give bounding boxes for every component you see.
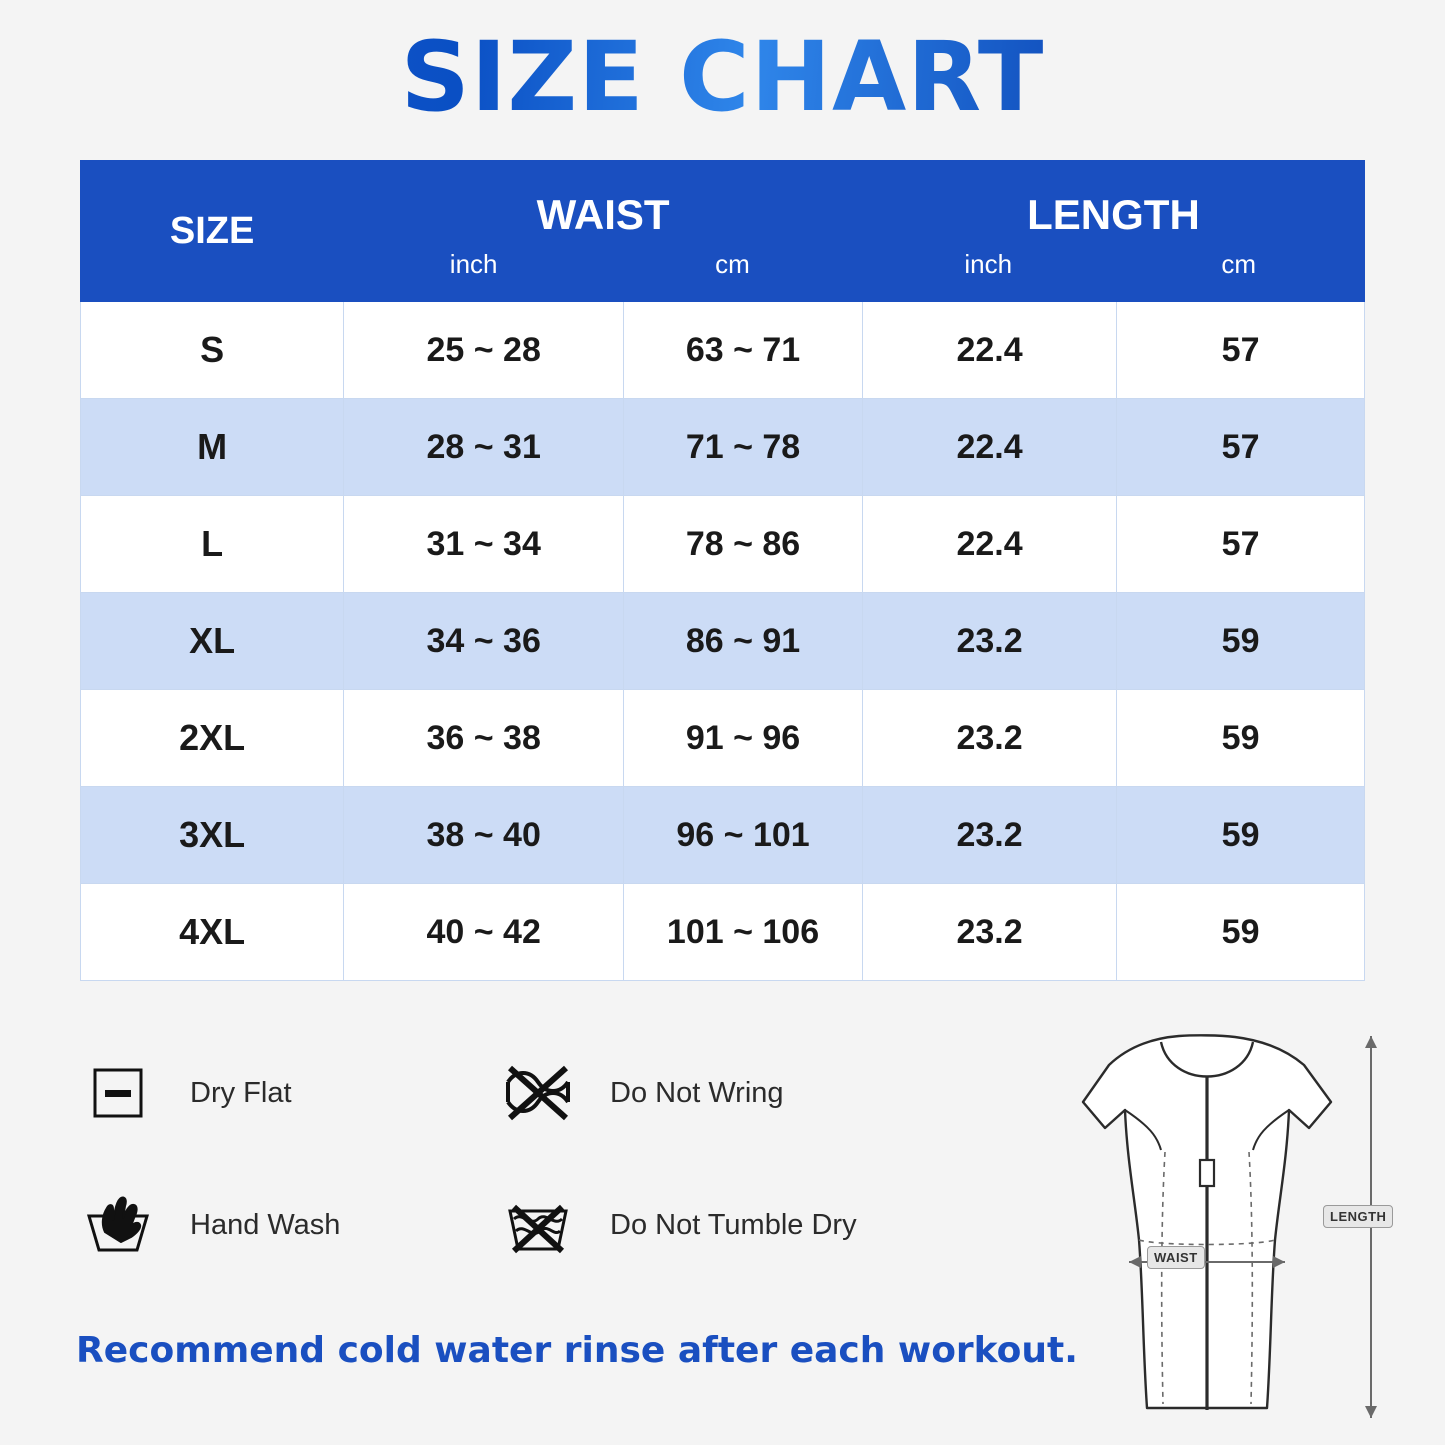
cell-size: S <box>81 302 344 399</box>
cell-length-inch: 22.4 <box>862 399 1116 496</box>
cell-length-cm: 57 <box>1117 302 1365 399</box>
care-label-hand-wash: Hand Wash <box>190 1208 341 1241</box>
header-length-label: LENGTH <box>1027 191 1200 239</box>
cell-size: M <box>81 399 344 496</box>
cell-length-cm: 59 <box>1117 787 1365 884</box>
cell-size: L <box>81 496 344 593</box>
header-size <box>81 161 344 302</box>
table-row <box>81 302 1365 399</box>
header-waist-inch: inch <box>449 249 498 280</box>
table-row <box>81 399 1365 496</box>
header-waist-label: WAIST <box>536 191 670 239</box>
cell-length-inch: 23.2 <box>862 690 1116 787</box>
care-item-hand-wash <box>72 1182 492 1268</box>
waist-measure-tag: WAIST <box>1147 1246 1205 1269</box>
hand-wash-icon <box>72 1182 164 1268</box>
cell-size: 3XL <box>81 787 344 884</box>
table-row <box>81 884 1365 981</box>
header-waist <box>344 161 863 302</box>
care-item-do-not-wring <box>492 1050 912 1136</box>
header-length <box>862 161 1364 302</box>
care-instructions <box>72 1050 952 1314</box>
cell-length-inch: 23.2 <box>862 787 1116 884</box>
cell-length-cm: 59 <box>1117 690 1365 787</box>
cell-length-inch: 22.4 <box>862 496 1116 593</box>
care-label-do-not-wring: Do Not Wring <box>610 1076 784 1109</box>
table-row <box>81 593 1365 690</box>
cell-waist-inch: 28 ~ 31 <box>344 399 624 496</box>
cell-length-cm: 57 <box>1117 496 1365 593</box>
cell-length-cm: 59 <box>1117 884 1365 981</box>
cell-length-cm: 59 <box>1117 593 1365 690</box>
table-row <box>81 690 1365 787</box>
cell-waist-cm: 63 ~ 71 <box>624 302 863 399</box>
header-length-inch: inch <box>964 249 1013 280</box>
care-item-do-not-tumble-dry <box>492 1182 912 1268</box>
cell-length-inch: 23.2 <box>862 593 1116 690</box>
size-table-container <box>80 160 1365 981</box>
cell-length-inch: 23.2 <box>862 884 1116 981</box>
cell-size: 2XL <box>81 690 344 787</box>
cell-length-cm: 57 <box>1117 399 1365 496</box>
dry-flat-icon <box>72 1050 164 1136</box>
do-not-wring-icon <box>492 1050 584 1136</box>
cell-waist-inch: 31 ~ 34 <box>344 496 624 593</box>
size-table <box>80 160 1365 981</box>
table-row <box>81 496 1365 593</box>
header-size-label: SIZE <box>169 210 255 253</box>
care-note: Recommend cold water rinse after each workout. <box>76 1330 1078 1371</box>
cell-waist-cm: 71 ~ 78 <box>624 399 863 496</box>
care-label-dry-flat: Dry Flat <box>190 1076 292 1109</box>
care-label-do-not-tumble-dry: Do Not Tumble Dry <box>610 1208 857 1241</box>
cell-waist-inch: 25 ~ 28 <box>344 302 624 399</box>
cell-waist-cm: 101 ~ 106 <box>624 884 863 981</box>
table-body <box>81 302 1365 981</box>
care-item-dry-flat <box>72 1050 492 1136</box>
cell-waist-inch: 36 ~ 38 <box>344 690 624 787</box>
cell-size: 4XL <box>81 884 344 981</box>
cell-waist-cm: 78 ~ 86 <box>624 496 863 593</box>
cell-waist-inch: 34 ~ 36 <box>344 593 624 690</box>
header-waist-cm: cm <box>715 249 750 280</box>
care-row-1 <box>72 1050 952 1136</box>
cell-length-inch: 22.4 <box>862 302 1116 399</box>
garment-diagram <box>979 1010 1409 1440</box>
header-length-cm: cm <box>1221 249 1257 280</box>
cell-waist-cm: 91 ~ 96 <box>624 690 863 787</box>
table-header-row <box>81 161 1365 302</box>
table-row <box>81 787 1365 884</box>
do-not-tumble-dry-icon <box>492 1182 584 1268</box>
cell-waist-cm: 86 ~ 91 <box>624 593 863 690</box>
care-row-2 <box>72 1182 952 1268</box>
cell-waist-cm: 96 ~ 101 <box>624 787 863 884</box>
cell-waist-inch: 40 ~ 42 <box>344 884 624 981</box>
length-measure-tag: LENGTH <box>1323 1205 1393 1228</box>
cell-size: XL <box>81 593 344 690</box>
page-title: SIZE CHART <box>0 0 1445 132</box>
table-head <box>81 161 1365 302</box>
cell-waist-inch: 38 ~ 40 <box>344 787 624 884</box>
